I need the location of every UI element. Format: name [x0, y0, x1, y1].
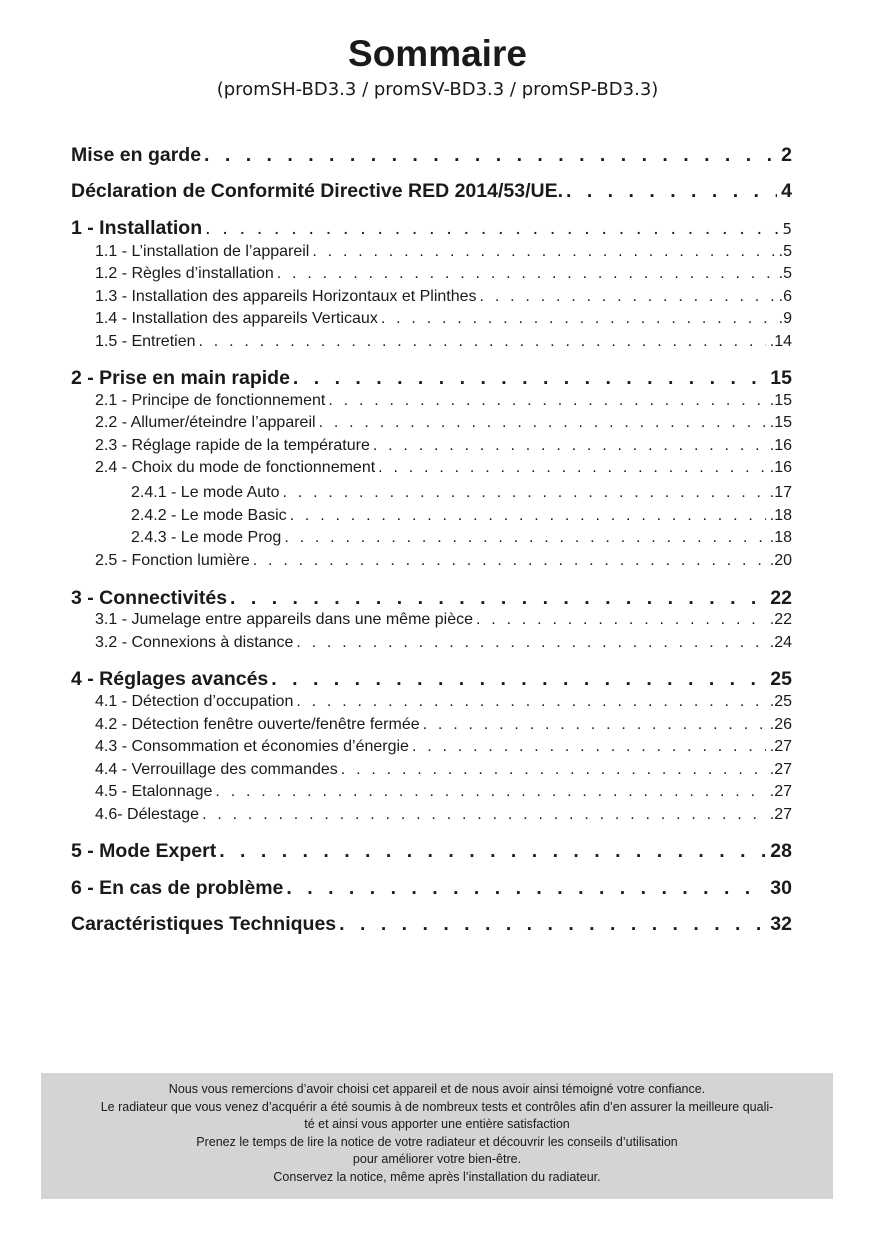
thank-you-notice [41, 1073, 833, 1199]
toc-entry-declaration-conformite[interactable] [71, 179, 792, 203]
page-subtitle: (promSH-BD3.3 / promSV-BD3.3 / promSP-BD3.3) [216, 79, 659, 100]
toc-entry-4-4[interactable] [95, 760, 792, 780]
notice-line: Le radiateur que vous venez d’acquérir a été soumis à de nombreux tests et contrôles afin d’en assurer la meilleure quali- [100, 1099, 774, 1114]
toc-entry-4-1[interactable] [95, 692, 792, 712]
toc-entry-2-3[interactable] [95, 436, 792, 456]
toc-page: .27 [769, 783, 792, 800]
toc-page: .5 [778, 243, 792, 260]
toc-page: .16 [769, 437, 792, 454]
toc-label: Caractéristiques Techniques [71, 913, 337, 935]
notice-line: Prenez le temps de lire la notice de votre radiateur et découvrir les conseils d’utilisation [196, 1134, 678, 1149]
toc-page: 5 [782, 220, 792, 238]
toc-page: .6 [778, 288, 792, 305]
toc-entry-1-1[interactable] [95, 242, 792, 262]
toc-label: 4.2 - Détection fenêtre ouverte/fenêtre fermée [95, 716, 420, 733]
toc-entry-4-2[interactable] [95, 715, 792, 735]
toc-label: 4.6- Délestage [95, 806, 200, 823]
toc-label: 6 - En cas de problème [71, 877, 284, 899]
toc-page: .27 [769, 761, 792, 778]
toc-page: .26 [769, 716, 792, 733]
toc-page: .18 [769, 507, 792, 524]
toc-entry-1-3[interactable] [95, 287, 792, 307]
toc-page: .22 [769, 611, 792, 628]
toc-page: .15 [769, 392, 792, 409]
toc-entry-2-4-2[interactable] [131, 506, 792, 526]
toc-label: 4.1 - Détection d’occupation [95, 693, 294, 710]
toc-entry-mode-expert[interactable] [71, 839, 792, 863]
toc-label: Mise en garde [71, 144, 202, 166]
toc-entry-4-3[interactable] [95, 737, 792, 757]
toc-entry-reglages-avances[interactable] [71, 667, 792, 691]
toc-label: 2.3 - Réglage rapide de la température [95, 437, 370, 454]
toc-page: .16 [769, 459, 792, 476]
toc-entry-caracteristiques-techniques[interactable] [71, 912, 792, 936]
toc-page: .27 [769, 738, 792, 755]
toc-page: .9 [778, 310, 792, 327]
toc-page: .18 [769, 529, 792, 546]
toc-entry-1-5[interactable] [95, 332, 792, 352]
toc-label: 2.4 - Choix du mode de fonctionnement [95, 459, 376, 476]
toc-label: 1 - Installation [71, 217, 203, 239]
notice-line: pour améliorer votre bien-être. [352, 1152, 522, 1166]
toc-label: 1.3 - Installation des appareils Horizontaux et Plinthes [95, 288, 477, 305]
toc-label: 2.2 - Allumer/éteindre l’appareil [95, 414, 316, 431]
toc-label: 2.4.2 - Le mode Basic [131, 507, 287, 524]
toc-label: 2 - Prise en main rapide [71, 367, 290, 389]
toc-entry-2-2[interactable] [95, 413, 792, 433]
toc-label: 4.4 - Verrouillage des commandes [95, 761, 338, 778]
toc-page: 15 [770, 367, 792, 389]
toc-label: 3.2 - Connexions à distance [95, 634, 294, 651]
toc-entry-prise-en-main[interactable] [71, 366, 792, 390]
toc-entry-2-4-1[interactable] [131, 483, 792, 503]
toc-page: 30 [770, 877, 792, 899]
page-title: Sommaire [348, 33, 527, 74]
notice-line: Nous vous remercions d’avoir choisi cet appareil et de nous avoir ainsi témoigné votre confiance. [168, 1082, 706, 1096]
toc-page: .14 [769, 333, 792, 350]
toc-label: 1.5 - Entretien [95, 333, 196, 350]
toc-entry-2-5[interactable] [95, 551, 792, 571]
toc-label: 4.3 - Consommation et économies d’énergie [95, 738, 409, 755]
toc-label: 2.4.3 - Le mode Prog [131, 529, 282, 546]
toc-entry-2-4[interactable] [95, 458, 792, 478]
toc-label: 2.1 - Principe de fonctionnement [95, 392, 326, 409]
toc-entry-3-1[interactable] [95, 610, 792, 630]
toc-entry-mise-en-garde[interactable] [71, 143, 792, 167]
toc-entry-3-2[interactable] [95, 633, 792, 653]
toc-label: 3 - Connectivités [71, 587, 228, 609]
toc-page: 4 [781, 180, 792, 202]
toc-entry-1-2[interactable] [95, 264, 792, 284]
toc-page: .27 [769, 806, 792, 823]
toc-page: .24 [769, 634, 792, 651]
toc-page: .15 [769, 414, 792, 431]
toc-page: .25 [769, 693, 792, 710]
toc-entry-installation[interactable] [71, 216, 792, 241]
toc-entry-1-4[interactable] [95, 309, 792, 329]
toc-page: 25 [770, 668, 792, 690]
toc-page: .17 [769, 484, 792, 501]
notice-line: Conservez la notice, même après l’installation du radiateur. [273, 1169, 601, 1184]
toc-label: 2.5 - Fonction lumière [95, 552, 250, 569]
toc-label: 4 - Réglages avancés [71, 668, 269, 690]
toc-page: 28 [770, 840, 792, 862]
toc-label: 1.4 - Installation des appareils Verticaux [95, 310, 378, 327]
toc-label: 3.1 - Jumelage entre appareils dans une même pièce [95, 611, 473, 628]
toc-page: 2 [781, 144, 792, 166]
toc-page: .5 [778, 265, 792, 282]
toc-page: 22 [770, 587, 792, 609]
toc-label: 4.5 - Etalonnage [95, 783, 213, 800]
toc-label: 1.2 - Règles d’installation [95, 265, 274, 282]
toc-entry-connectivites[interactable] [71, 586, 792, 610]
toc-entry-2-1[interactable] [95, 391, 792, 411]
toc-label: 5 - Mode Expert [71, 840, 217, 862]
toc-label: Déclaration de Conformité Directive RED 2014/53/UE. [71, 180, 564, 202]
toc-page: 32 [770, 913, 792, 935]
toc-entry-2-4-3[interactable] [131, 528, 792, 548]
toc-entry-4-6[interactable] [95, 805, 792, 825]
notice-line: té et ainsi vous apporter une entière satisfaction [304, 1117, 570, 1131]
toc-page: .20 [769, 552, 792, 569]
toc-entry-en-cas-de-probleme[interactable] [71, 876, 792, 900]
toc-label: 2.4.1 - Le mode Auto [131, 484, 280, 501]
toc-entry-4-5[interactable] [95, 782, 792, 802]
toc-label: 1.1 - L’installation de l’appareil [95, 243, 310, 260]
